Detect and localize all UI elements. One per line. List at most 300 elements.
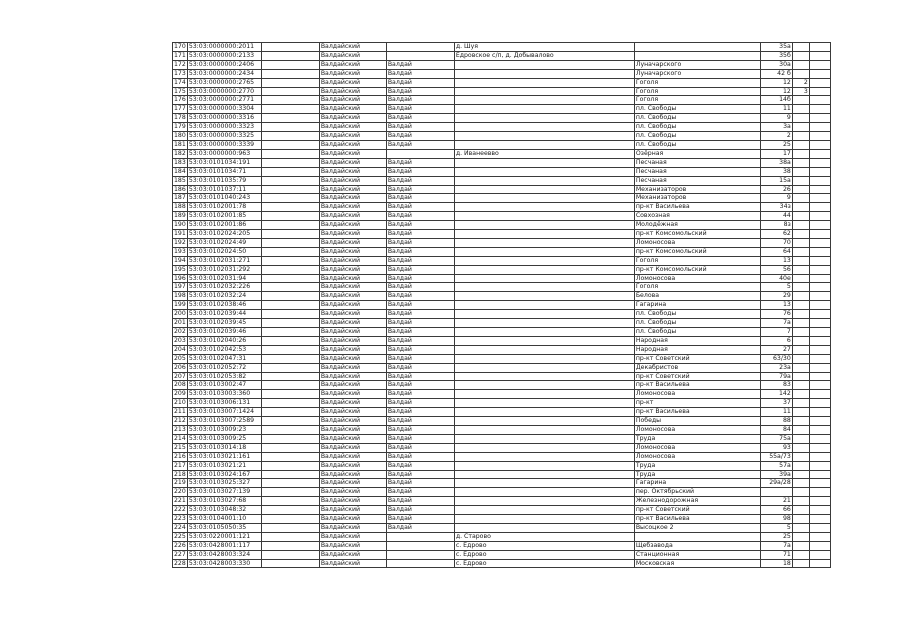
house-number: 75а — [760, 434, 792, 443]
house-number: 38 — [760, 167, 792, 176]
street-cell: Труда — [634, 470, 760, 479]
blank-cell — [809, 123, 830, 132]
table-row — [173, 452, 831, 461]
district-cell: Валдайский — [319, 363, 386, 372]
house-number: 57а — [760, 461, 792, 470]
district-cell: Валдайский — [319, 185, 386, 194]
city-cell: Валдай — [386, 230, 454, 239]
street-cell: Механизаторов — [634, 194, 760, 203]
street-cell: Песчаная — [634, 176, 760, 185]
row-number: 193 — [174, 247, 186, 255]
part-number — [792, 399, 809, 408]
blank-cell — [809, 114, 830, 123]
blank-cell — [809, 381, 830, 390]
city-cell: Валдай — [386, 399, 454, 408]
street-cell: Луначарского — [634, 69, 760, 78]
blank-cell — [809, 515, 830, 524]
house-number: 56 — [760, 265, 792, 274]
part-number — [792, 479, 809, 488]
street-cell: пр-кт Васильева — [634, 408, 760, 417]
cadastral-number: 53:03:0000000:2011 — [187, 43, 261, 52]
table-row — [173, 532, 831, 541]
blank-cell — [261, 399, 319, 408]
settlement-cell — [454, 488, 634, 497]
cadastral-number: 53:03:0102038:46 — [187, 301, 261, 310]
row-number: 202 — [174, 328, 186, 335]
blank-cell — [809, 408, 830, 417]
blank-cell — [809, 105, 830, 114]
street-cell: Гоголя — [634, 96, 760, 105]
table-row — [173, 354, 831, 363]
part-number — [792, 114, 809, 123]
blank-cell — [261, 515, 319, 524]
blank-cell — [809, 149, 830, 158]
settlement-cell — [454, 176, 634, 185]
city-cell — [386, 149, 454, 158]
row-number: 192 — [174, 238, 186, 246]
settlement-cell — [454, 212, 634, 221]
house-number: 62 — [760, 230, 792, 239]
city-cell: Валдай — [386, 515, 454, 524]
blank-cell — [261, 238, 319, 247]
blank-cell — [261, 194, 319, 203]
city-cell: Валдай — [386, 78, 454, 87]
part-number — [792, 488, 809, 497]
district-cell: Валдайский — [319, 283, 386, 292]
blank-cell — [261, 452, 319, 461]
table-row — [173, 132, 831, 141]
row-number: 182 — [174, 149, 186, 157]
cadastral-number: 53:03:0102024:49 — [187, 238, 261, 247]
street-cell: Декабристов — [634, 363, 760, 372]
row-number: 226 — [174, 541, 186, 549]
cadastral-number: 53:03:0102039:45 — [187, 319, 261, 328]
table-row — [173, 247, 831, 256]
city-cell: Валдай — [386, 417, 454, 426]
row-number: 195 — [174, 265, 186, 273]
house-number: 18 — [760, 559, 792, 568]
city-cell: Валдай — [386, 390, 454, 399]
settlement-cell — [454, 336, 634, 345]
house-number: 14б — [760, 96, 792, 105]
house-number: 2 — [760, 132, 792, 141]
row-number: 173 — [174, 69, 186, 77]
blank-cell — [809, 417, 830, 426]
house-number: 26 — [760, 185, 792, 194]
district-cell: Валдайский — [319, 230, 386, 239]
district-cell: Валдайский — [319, 515, 386, 524]
street-cell: Молодёжная — [634, 221, 760, 230]
part-number — [792, 541, 809, 550]
district-cell: Валдайский — [319, 328, 386, 337]
part-number — [792, 256, 809, 265]
settlement-cell — [454, 515, 634, 524]
settlement-cell — [454, 221, 634, 230]
district-cell: Валдайский — [319, 310, 386, 319]
street-cell: Ломоносова — [634, 390, 760, 399]
house-number: 29а/28 — [760, 479, 792, 488]
cadastral-number: 53:03:0102024:205 — [187, 230, 261, 239]
row-number: 197 — [174, 283, 186, 291]
district-cell: Валдайский — [319, 497, 386, 506]
blank-cell — [261, 274, 319, 283]
blank-cell — [261, 550, 319, 559]
city-cell: Валдай — [386, 443, 454, 452]
city-cell: Валдай — [386, 212, 454, 221]
city-cell: Валдай — [386, 452, 454, 461]
settlement-cell — [454, 158, 634, 167]
street-cell: Песчаная — [634, 167, 760, 176]
blank-cell — [809, 506, 830, 515]
city-cell: Валдай — [386, 87, 454, 96]
table-row — [173, 363, 831, 372]
blank-cell — [809, 550, 830, 559]
blank-cell — [261, 221, 319, 230]
row-number: 170 — [174, 43, 186, 50]
district-cell: Валдайский — [319, 559, 386, 568]
blank-cell — [809, 43, 830, 52]
city-cell: Валдай — [386, 221, 454, 230]
table-row — [173, 336, 831, 345]
settlement-cell — [454, 372, 634, 381]
part-number — [792, 390, 809, 399]
city-cell: Валдай — [386, 105, 454, 114]
cadastral-number: 53:03:0103048:32 — [187, 506, 261, 515]
city-cell: Валдай — [386, 461, 454, 470]
blank-cell — [261, 532, 319, 541]
part-number — [792, 319, 809, 328]
district-cell: Валдайский — [319, 212, 386, 221]
part-number — [792, 328, 809, 337]
blank-cell — [261, 443, 319, 452]
part-number — [792, 69, 809, 78]
cadastral-number: 53:03:0428003:330 — [187, 559, 261, 568]
house-number: 63/30 — [760, 354, 792, 363]
blank-cell — [261, 390, 319, 399]
blank-cell — [809, 78, 830, 87]
blank-cell — [261, 292, 319, 301]
part-number — [792, 301, 809, 310]
cadastral-number: 53:03:0102001:86 — [187, 221, 261, 230]
table-row — [173, 381, 831, 390]
table-row — [173, 238, 831, 247]
row-number: 178 — [174, 114, 186, 122]
table-row — [173, 51, 831, 60]
cadastral-number: 53:03:0102039:44 — [187, 310, 261, 319]
settlement-cell — [454, 247, 634, 256]
district-cell: Валдайский — [319, 372, 386, 381]
city-cell — [386, 559, 454, 568]
street-cell: пр-кт Советский — [634, 506, 760, 515]
settlement-cell — [454, 443, 634, 452]
district-cell: Валдайский — [319, 461, 386, 470]
city-cell: Валдай — [386, 328, 454, 337]
blank-cell — [261, 488, 319, 497]
table-row — [173, 194, 831, 203]
street-cell: Белова — [634, 292, 760, 301]
cadastral-number: 53:03:0102042:53 — [187, 345, 261, 354]
city-cell: Валдай — [386, 497, 454, 506]
district-cell: Валдайский — [319, 550, 386, 559]
row-number: 211 — [174, 408, 186, 416]
part-number — [792, 43, 809, 52]
row-number: 212 — [174, 417, 186, 425]
blank-cell — [809, 452, 830, 461]
settlement-cell — [454, 497, 634, 506]
cadastral-number: 53:03:0103027:139 — [187, 488, 261, 497]
city-cell: Валдай — [386, 185, 454, 194]
cadastral-number: 53:03:0000000:3339 — [187, 140, 261, 149]
district-cell: Валдайский — [319, 140, 386, 149]
blank-cell — [261, 203, 319, 212]
blank-cell — [261, 105, 319, 114]
settlement-cell — [454, 123, 634, 132]
blank-cell — [261, 123, 319, 132]
settlement-cell — [454, 452, 634, 461]
cadastral-number: 53:03:0103007:2589 — [187, 417, 261, 426]
table-row — [173, 372, 831, 381]
street-cell: Железнодорожная — [634, 497, 760, 506]
blank-cell — [261, 559, 319, 568]
district-cell: Валдайский — [319, 470, 386, 479]
district-cell: Валдайский — [319, 336, 386, 345]
blank-cell — [261, 96, 319, 105]
city-cell: Валдай — [386, 256, 454, 265]
settlement-cell — [454, 203, 634, 212]
row-number: 204 — [174, 345, 186, 353]
row-number: 208 — [174, 381, 186, 389]
house-number: 7а — [760, 319, 792, 328]
part-number — [792, 550, 809, 559]
house-number: 25 — [760, 532, 792, 541]
row-number: 185 — [174, 176, 186, 184]
street-cell: пр-кт Комсомольский — [634, 247, 760, 256]
row-number: 190 — [174, 221, 186, 229]
blank-cell — [261, 461, 319, 470]
street-cell: пл. Свободы — [634, 123, 760, 132]
row-number: 174 — [174, 78, 186, 86]
street-cell: Труда — [634, 434, 760, 443]
settlement-cell — [454, 60, 634, 69]
row-number: 214 — [174, 434, 186, 442]
house-number: 12 — [760, 87, 792, 96]
row-number: 210 — [174, 399, 186, 407]
street-cell: Гоголя — [634, 256, 760, 265]
district-cell: Валдайский — [319, 60, 386, 69]
house-number: 27 — [760, 345, 792, 354]
city-cell: Валдай — [386, 140, 454, 149]
district-cell: Валдайский — [319, 78, 386, 87]
cadastral-number: 53:03:0000000:2765 — [187, 78, 261, 87]
street-cell: Ломоносова — [634, 452, 760, 461]
row-number: 194 — [174, 256, 186, 264]
district-cell: Валдайский — [319, 292, 386, 301]
settlement-cell: д. Старово — [454, 532, 634, 541]
part-number — [792, 310, 809, 319]
row-number: 216 — [174, 452, 186, 460]
cadastral-number: 53:03:0102053:82 — [187, 372, 261, 381]
table-row — [173, 69, 831, 78]
house-number: 83 — [760, 381, 792, 390]
house-number: 7 — [760, 328, 792, 337]
district-cell: Валдайский — [319, 265, 386, 274]
blank-cell — [809, 132, 830, 141]
blank-cell — [261, 310, 319, 319]
house-number: 9 — [760, 194, 792, 203]
blank-cell — [809, 301, 830, 310]
row-number: 203 — [174, 336, 186, 344]
district-cell: Валдайский — [319, 479, 386, 488]
district-cell: Валдайский — [319, 354, 386, 363]
part-number — [792, 417, 809, 426]
district-cell: Валдайский — [319, 238, 386, 247]
settlement-cell — [454, 417, 634, 426]
city-cell: Валдай — [386, 292, 454, 301]
table-row — [173, 158, 831, 167]
cadastral-number: 53:03:0103021:161 — [187, 452, 261, 461]
district-cell: Валдайский — [319, 114, 386, 123]
city-cell: Валдай — [386, 247, 454, 256]
blank-cell — [261, 523, 319, 532]
district-cell: Валдайский — [319, 506, 386, 515]
row-number: 186 — [174, 185, 186, 193]
settlement-cell — [454, 105, 634, 114]
house-number: 12 — [760, 78, 792, 87]
settlement-cell: с. Едрово — [454, 541, 634, 550]
row-number: 213 — [174, 425, 186, 433]
house-number: 70 — [760, 238, 792, 247]
table-row — [173, 488, 831, 497]
row-number: 175 — [174, 87, 186, 95]
house-number: 15а — [760, 176, 792, 185]
table-row — [173, 43, 831, 52]
table-row — [173, 265, 831, 274]
blank-cell — [261, 345, 319, 354]
row-number: 218 — [174, 470, 186, 478]
table-row — [173, 176, 831, 185]
district-cell: Валдайский — [319, 221, 386, 230]
city-cell: Валдай — [386, 301, 454, 310]
settlement-cell — [454, 167, 634, 176]
house-number: 34з — [760, 203, 792, 212]
settlement-cell — [454, 328, 634, 337]
settlement-cell — [454, 96, 634, 105]
cadastral-number: 53:03:0000000:2770 — [187, 87, 261, 96]
table-row — [173, 523, 831, 532]
blank-cell — [261, 114, 319, 123]
street-cell: Народная — [634, 345, 760, 354]
cadastral-number: 53:03:0101035:79 — [187, 176, 261, 185]
city-cell: Валдай — [386, 194, 454, 203]
row-number: 179 — [174, 123, 186, 131]
table-row — [173, 185, 831, 194]
row-number: 207 — [174, 372, 186, 380]
blank-cell — [809, 274, 830, 283]
table-row — [173, 417, 831, 426]
settlement-cell — [454, 132, 634, 141]
cadastral-number: 53:03:0428001:117 — [187, 541, 261, 550]
blank-cell — [809, 461, 830, 470]
city-cell: Валдай — [386, 345, 454, 354]
settlement-cell — [454, 310, 634, 319]
city-cell: Валдай — [386, 381, 454, 390]
cadastral-number: 53:03:0000000:3325 — [187, 132, 261, 141]
cadastral-number: 53:03:0000000:2406 — [187, 60, 261, 69]
table-row — [173, 221, 831, 230]
blank-cell — [809, 60, 830, 69]
house-number: 93 — [760, 443, 792, 452]
house-number: 66 — [760, 506, 792, 515]
settlement-cell: с. Едрово — [454, 550, 634, 559]
district-cell: Валдайский — [319, 488, 386, 497]
city-cell: Валдай — [386, 354, 454, 363]
cadastral-number: 53:03:0103002:47 — [187, 381, 261, 390]
table-row — [173, 434, 831, 443]
part-number — [792, 158, 809, 167]
blank-cell — [261, 497, 319, 506]
blank-cell — [261, 140, 319, 149]
settlement-cell — [454, 319, 634, 328]
street-cell: Ломоносова — [634, 425, 760, 434]
table-row — [173, 256, 831, 265]
row-number: 224 — [174, 523, 186, 531]
cadastral-number: 53:03:0102032:24 — [187, 292, 261, 301]
street-cell: Ломоносова — [634, 238, 760, 247]
table-row — [173, 283, 831, 292]
table-row — [173, 390, 831, 399]
blank-cell — [809, 523, 830, 532]
blank-cell — [261, 132, 319, 141]
street-cell: пр-кт Комсомольский — [634, 265, 760, 274]
house-number: 98 — [760, 515, 792, 524]
row-number: 220 — [174, 488, 186, 496]
city-cell — [386, 550, 454, 559]
settlement-cell: д. Шуя — [454, 43, 634, 52]
part-number — [792, 60, 809, 69]
row-number: 184 — [174, 167, 186, 175]
table-row — [173, 96, 831, 105]
house-number: 64 — [760, 247, 792, 256]
row-number: 187 — [174, 194, 186, 202]
row-number: 227 — [174, 550, 186, 558]
cadastral-number: 53:03:0000000:3316 — [187, 114, 261, 123]
city-cell: Валдай — [386, 158, 454, 167]
district-cell: Валдайский — [319, 381, 386, 390]
row-number: 180 — [174, 132, 186, 140]
part-number — [792, 461, 809, 470]
street-cell: Совхозная — [634, 212, 760, 221]
row-number: 181 — [174, 140, 186, 148]
cadastral-number: 53:03:0105050:35 — [187, 523, 261, 532]
street-cell: пр-кт Комсомольский — [634, 230, 760, 239]
cadastral-number: 53:03:0000000:3304 — [187, 105, 261, 114]
cadastral-number: 53:03:0000000:2434 — [187, 69, 261, 78]
district-cell: Валдайский — [319, 301, 386, 310]
district-cell: Валдайский — [319, 123, 386, 132]
blank-cell — [809, 194, 830, 203]
settlement-cell: Едровское с/п, д. Добывалово — [454, 51, 634, 60]
blank-cell — [261, 470, 319, 479]
blank-cell — [261, 328, 319, 337]
house-number: 13 — [760, 256, 792, 265]
street-cell: Механизаторов — [634, 185, 760, 194]
street-cell: пл. Свободы — [634, 114, 760, 123]
district-cell: Валдайский — [319, 43, 386, 52]
row-number: 183 — [174, 158, 186, 166]
blank-cell — [809, 479, 830, 488]
house-number: 37 — [760, 399, 792, 408]
house-number: 29 — [760, 292, 792, 301]
